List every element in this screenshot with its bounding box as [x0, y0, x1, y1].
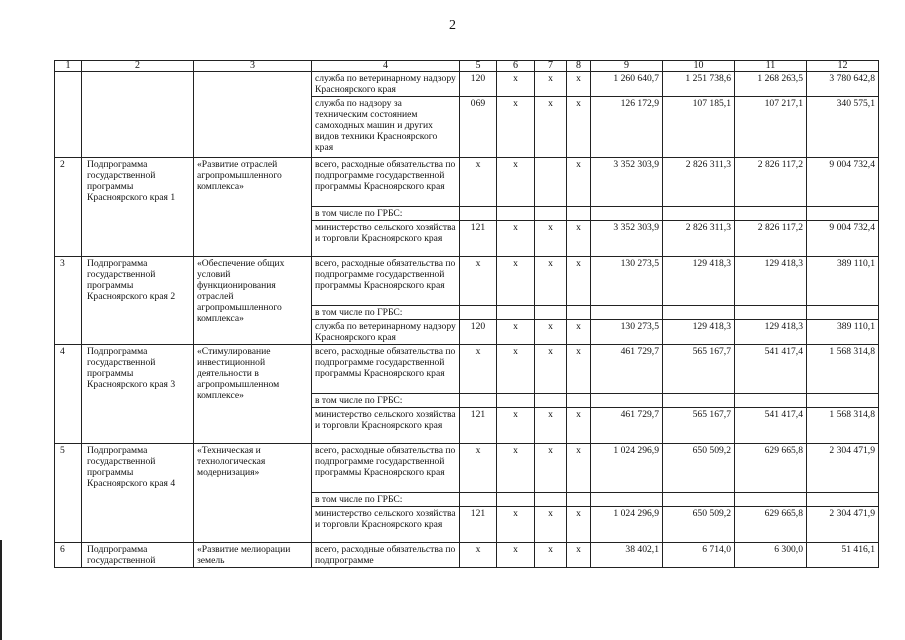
description-cell: всего, расходные обязательства по подпрограмме государственной программы Красноярского края	[312, 158, 460, 207]
amount-cell: 1 260 640,7	[591, 72, 663, 97]
code-cell: х	[497, 72, 535, 97]
grbs-code-cell: 120	[460, 72, 497, 97]
amount-cell: 126 172,9	[591, 97, 663, 158]
grbs-code-cell: 121	[460, 221, 497, 257]
grbs-code-cell: х	[460, 543, 497, 568]
col-header: 6	[497, 61, 535, 72]
program-name-cell: Подпрограмма государственной программы Красноярского края 2	[82, 257, 194, 345]
code-cell: х	[535, 543, 567, 568]
row-number-cell: 2	[55, 158, 82, 257]
code-cell	[535, 158, 567, 207]
program-title-cell: «Стимулирование инвестиционной деятельности в агропромышленном комплексе»	[194, 345, 312, 444]
description-cell: министерство сельского хозяйства и торговли Красноярского края	[312, 408, 460, 444]
row-number-cell: 4	[55, 345, 82, 444]
grbs-code-cell: 120	[460, 320, 497, 345]
row-number-cell: 3	[55, 257, 82, 345]
amount-cell: 461 729,7	[591, 345, 663, 394]
amount-cell: 650 509,2	[663, 444, 735, 493]
col-header: 10	[663, 61, 735, 72]
table-row	[55, 72, 879, 97]
amount-cell: 1 568 314,8	[807, 408, 879, 444]
col-header: 1	[55, 61, 82, 72]
program-title-cell: «Техническая и технологическая модернизация»	[194, 444, 312, 543]
amount-cell: 38 402,1	[591, 543, 663, 568]
code-cell: х	[567, 158, 591, 207]
amount-cell: 2 304 471,9	[807, 507, 879, 543]
col-header: 5	[460, 61, 497, 72]
code-cell: х	[497, 507, 535, 543]
description-cell: всего, расходные обязательства по подпрограмме государственной программы Красноярского края	[312, 345, 460, 394]
program-title-cell: «Развитие мелиорации земель	[194, 543, 312, 568]
code-cell: х	[567, 257, 591, 306]
grbs-label: в том числе по ГРБС:	[312, 493, 460, 507]
grbs-code-cell: 069	[460, 97, 497, 158]
code-cell: х	[497, 408, 535, 444]
amount-cell: 629 665,8	[735, 507, 807, 543]
amount-cell: 3 352 303,9	[591, 158, 663, 207]
amount-cell: 1 568 314,8	[807, 345, 879, 394]
grbs-code-cell: х	[460, 444, 497, 493]
amount-cell: 650 509,2	[663, 507, 735, 543]
amount-cell: 629 665,8	[735, 444, 807, 493]
row-number-cell: 6	[55, 543, 82, 568]
col-header: 4	[312, 61, 460, 72]
amount-cell: 340 575,1	[807, 97, 879, 158]
code-cell: х	[497, 158, 535, 207]
amount-cell: 1 024 296,9	[591, 444, 663, 493]
grbs-code-cell: 121	[460, 408, 497, 444]
amount-cell: 3 780 642,8	[807, 72, 879, 97]
grbs-code-cell: х	[460, 257, 497, 306]
amount-cell: 1 024 296,9	[591, 507, 663, 543]
code-cell: х	[497, 221, 535, 257]
grbs-code-cell: 121	[460, 507, 497, 543]
amount-cell: 129 418,3	[663, 320, 735, 345]
code-cell: х	[497, 444, 535, 493]
code-cell: х	[567, 507, 591, 543]
program-name-cell: Подпрограмма государственной программы Красноярского края 4	[82, 444, 194, 543]
amount-cell: 1 268 263,5	[735, 72, 807, 97]
col-header: 9	[591, 61, 663, 72]
code-cell: х	[535, 320, 567, 345]
code-cell: х	[535, 257, 567, 306]
amount-cell: 129 418,3	[735, 257, 807, 306]
amount-cell: 51 416,1	[807, 543, 879, 568]
code-cell: х	[567, 543, 591, 568]
amount-cell: 107 217,1	[735, 97, 807, 158]
description-cell: всего, расходные обязательства по подпрограмме государственной программы Красноярского края	[312, 257, 460, 306]
row-number-cell: 5	[55, 444, 82, 543]
code-cell: х	[567, 408, 591, 444]
amount-cell: 389 110,1	[807, 320, 879, 345]
code-cell: х	[497, 97, 535, 158]
description-cell: всего, расходные обязательства по подпрограмме государственной программы Красноярского края	[312, 444, 460, 493]
amount-cell: 6 300,0	[735, 543, 807, 568]
subprogram-total-row	[55, 543, 879, 568]
budget-table	[54, 60, 879, 568]
scan-edge-line	[0, 540, 2, 640]
col-header: 11	[735, 61, 807, 72]
col-header: 2	[82, 61, 194, 72]
program-name-cell: Подпрограмма государственной программы Красноярского края 1	[82, 158, 194, 257]
amount-cell: 6 714,0	[663, 543, 735, 568]
amount-cell: 130 273,5	[591, 320, 663, 345]
description-cell: министерство сельского хозяйства и торговли Красноярского края	[312, 507, 460, 543]
amount-cell: 2 304 471,9	[807, 444, 879, 493]
amount-cell: 461 729,7	[591, 408, 663, 444]
amount-cell: 2 826 311,3	[663, 158, 735, 207]
program-name-cell: Подпрограмма государственной	[82, 543, 194, 568]
col-header: 8	[567, 61, 591, 72]
page-number: 2	[449, 18, 456, 33]
amount-cell: 2 826 117,2	[735, 158, 807, 207]
amount-cell: 129 418,3	[663, 257, 735, 306]
code-cell: х	[535, 345, 567, 394]
code-cell: х	[567, 97, 591, 158]
amount-cell: 107 185,1	[663, 97, 735, 158]
amount-cell: 541 417,4	[735, 345, 807, 394]
amount-cell: 565 167,7	[663, 408, 735, 444]
amount-cell: 565 167,7	[663, 345, 735, 394]
program-title-cell: «Развитие отраслей агропромышленного комплекса»	[194, 158, 312, 257]
amount-cell: 389 110,1	[807, 257, 879, 306]
col-header: 7	[535, 61, 567, 72]
program-title-cell	[194, 72, 312, 158]
description-cell: служба по ветеринарному надзору Красноярского края	[312, 320, 460, 345]
subprogram-total-row	[55, 345, 879, 394]
description-cell: всего, расходные обязательства по подпрограмме	[312, 543, 460, 568]
code-cell: х	[567, 345, 591, 394]
code-cell: х	[567, 221, 591, 257]
code-cell: х	[497, 257, 535, 306]
subprogram-total-row	[55, 444, 879, 493]
grbs-label: в том числе по ГРБС:	[312, 207, 460, 221]
code-cell: х	[535, 444, 567, 493]
amount-cell: 9 004 732,4	[807, 221, 879, 257]
amount-cell: 541 417,4	[735, 408, 807, 444]
code-cell: х	[567, 72, 591, 97]
grbs-label: в том числе по ГРБС:	[312, 394, 460, 408]
col-header: 3	[194, 61, 312, 72]
code-cell: х	[535, 221, 567, 257]
subprogram-total-row	[55, 257, 879, 306]
code-cell: х	[497, 543, 535, 568]
code-cell: х	[535, 408, 567, 444]
column-number-row	[55, 61, 879, 72]
amount-cell: 3 352 303,9	[591, 221, 663, 257]
description-cell: служба по ветеринарному надзору Красноярского края	[312, 72, 460, 97]
grbs-code-cell: х	[460, 345, 497, 394]
row-number-cell	[55, 72, 82, 158]
program-name-cell: Подпрограмма государственной программы Красноярского края 3	[82, 345, 194, 444]
program-title-cell: «Обеспечение общих условий функционирования отраслей агропромышленного комплекса»	[194, 257, 312, 345]
col-header: 12	[807, 61, 879, 72]
description-cell: служба по надзору за техническим состоянием самоходных машин и других видов техники Красноярского края	[312, 97, 460, 158]
code-cell: х	[535, 72, 567, 97]
subprogram-total-row	[55, 158, 879, 207]
amount-cell: 2 826 117,2	[735, 221, 807, 257]
grbs-label: в том числе по ГРБС:	[312, 306, 460, 320]
grbs-code-cell: х	[460, 158, 497, 207]
amount-cell: 2 826 311,3	[663, 221, 735, 257]
description-cell: министерство сельского хозяйства и торговли Красноярского края	[312, 221, 460, 257]
amount-cell: 129 418,3	[735, 320, 807, 345]
amount-cell: 130 273,5	[591, 257, 663, 306]
code-cell: х	[567, 320, 591, 345]
code-cell: х	[535, 507, 567, 543]
code-cell: х	[567, 444, 591, 493]
code-cell: х	[535, 97, 567, 158]
program-name-cell	[82, 72, 194, 158]
amount-cell: 1 251 738,6	[663, 72, 735, 97]
code-cell: х	[497, 345, 535, 394]
code-cell: х	[497, 320, 535, 345]
amount-cell: 9 004 732,4	[807, 158, 879, 207]
